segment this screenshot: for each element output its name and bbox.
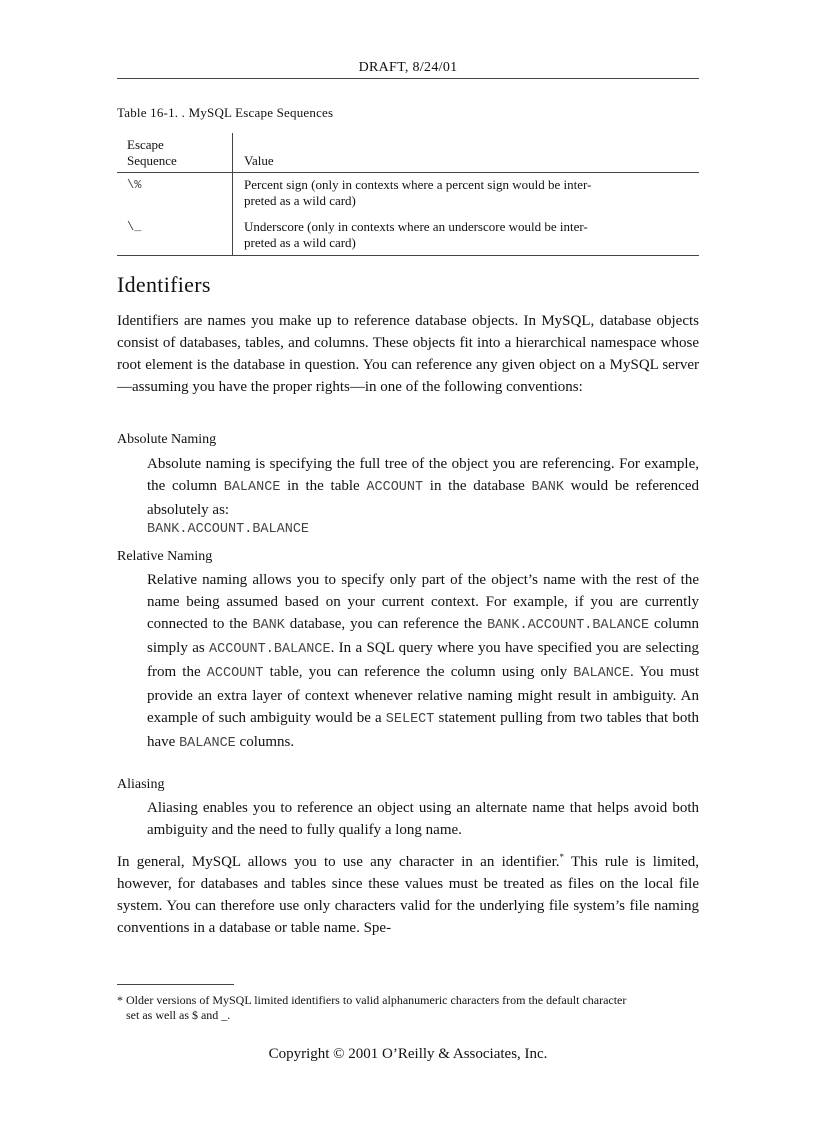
term-relative-naming: Relative Naming [117,549,213,564]
code-bank: BANK [531,480,564,495]
table-header-escape: Escape Sequence [127,137,177,168]
code-account: ACCOUNT [206,666,264,681]
table-bottom-rule [117,255,699,256]
table-column-divider [232,133,233,256]
table-row-2-sequence: \_ [127,220,142,234]
section-title: Identifiers [117,272,211,297]
code-bank-account-balance: BANK.ACCOUNT.BALANCE [487,618,650,633]
table-header-value: Value [244,153,274,168]
escape-sequence-table [117,133,699,256]
term-absolute-naming: Absolute Naming [117,432,217,447]
table-row-1-sequence: \% [127,178,142,192]
header-rule [117,78,699,79]
code-account: ACCOUNT [366,480,424,495]
code-account-balance: ACCOUNT.BALANCE [209,642,331,657]
table-caption: Table 16-1. . MySQL Escape Sequences [117,105,334,120]
code-balance: BALANCE [223,480,281,495]
footnote-rule [117,984,234,985]
code-bank: BANK [252,618,285,633]
code-select: SELECT [385,712,435,727]
footnote-marker: * [559,852,564,862]
absolute-example: BANK.ACCOUNT.BALANCE [147,522,310,537]
footnote: * Older versions of MySQL limited identifiers to valid alphanumeric characters from the default character set as well as $ and _. [117,993,627,1022]
code-balance: BALANCE [179,736,236,751]
definition-relative-naming: Relative naming allows you to specify only part of the object’s name with the rest of the name being assumed based on your current context. For example, if you are currently connected to the BANK database, you can reference the BANK.ACCOUNT.BALANCE column simply as ACCOUNT.BALANCE. In a SQL query where you have specified you are selecting from the ACCOUNT table, you can reference the column using only BALANCE. You must provide an extra layer of context whenever relative naming might result in ambiguity. An example of such ambiguity would be a SELECT statement pulling from two tables that both have BALANCE columns. [147,572,700,751]
running-header: DRAFT, 8/24/01 [358,60,458,75]
intro-paragraph: Identifiers are names you make up to reference database objects. In MySQL, database objects consist of databases, tables, and columns. These objects fit into a hierarchical namespace whose root element is the database in question. You can reference any given object on a MySQL server—assuming you have the proper rights—in one of the following conventions: [117,313,699,395]
table-row-2-value: Underscore (only in contexts where an underscore would be inter- preted as a wild card) [244,219,588,250]
copyright-footer: Copyright © 2001 O’Reilly & Associates, Inc. [268,1046,548,1062]
definition-absolute-naming: Absolute naming is specifying the full tree of the object you are referencing. For example, the column BALANCE in the table ACCOUNT in the database BANK would be referenced absolutely as: [147,456,699,518]
table-header-rule [117,172,699,173]
term-aliasing: Aliasing [117,777,165,792]
code-balance: BALANCE [573,666,631,681]
table-row-1-value: Percent sign (only in contexts where a percent sign would be inter- preted as a wild card) [244,177,592,208]
definition-aliasing: Aliasing enables you to reference an object using an alternate name that helps avoid both ambiguity and the need to fully qualify a long name. [147,800,699,838]
general-paragraph: In general, MySQL allows you to use any character in an identifier.* This rule is limited, however, for databases and tables since these values must be treated as files on the local file system. You can therefore use only characters valid for the underlying file system’s file naming conventions in a database or table name. Spe- [117,852,700,936]
